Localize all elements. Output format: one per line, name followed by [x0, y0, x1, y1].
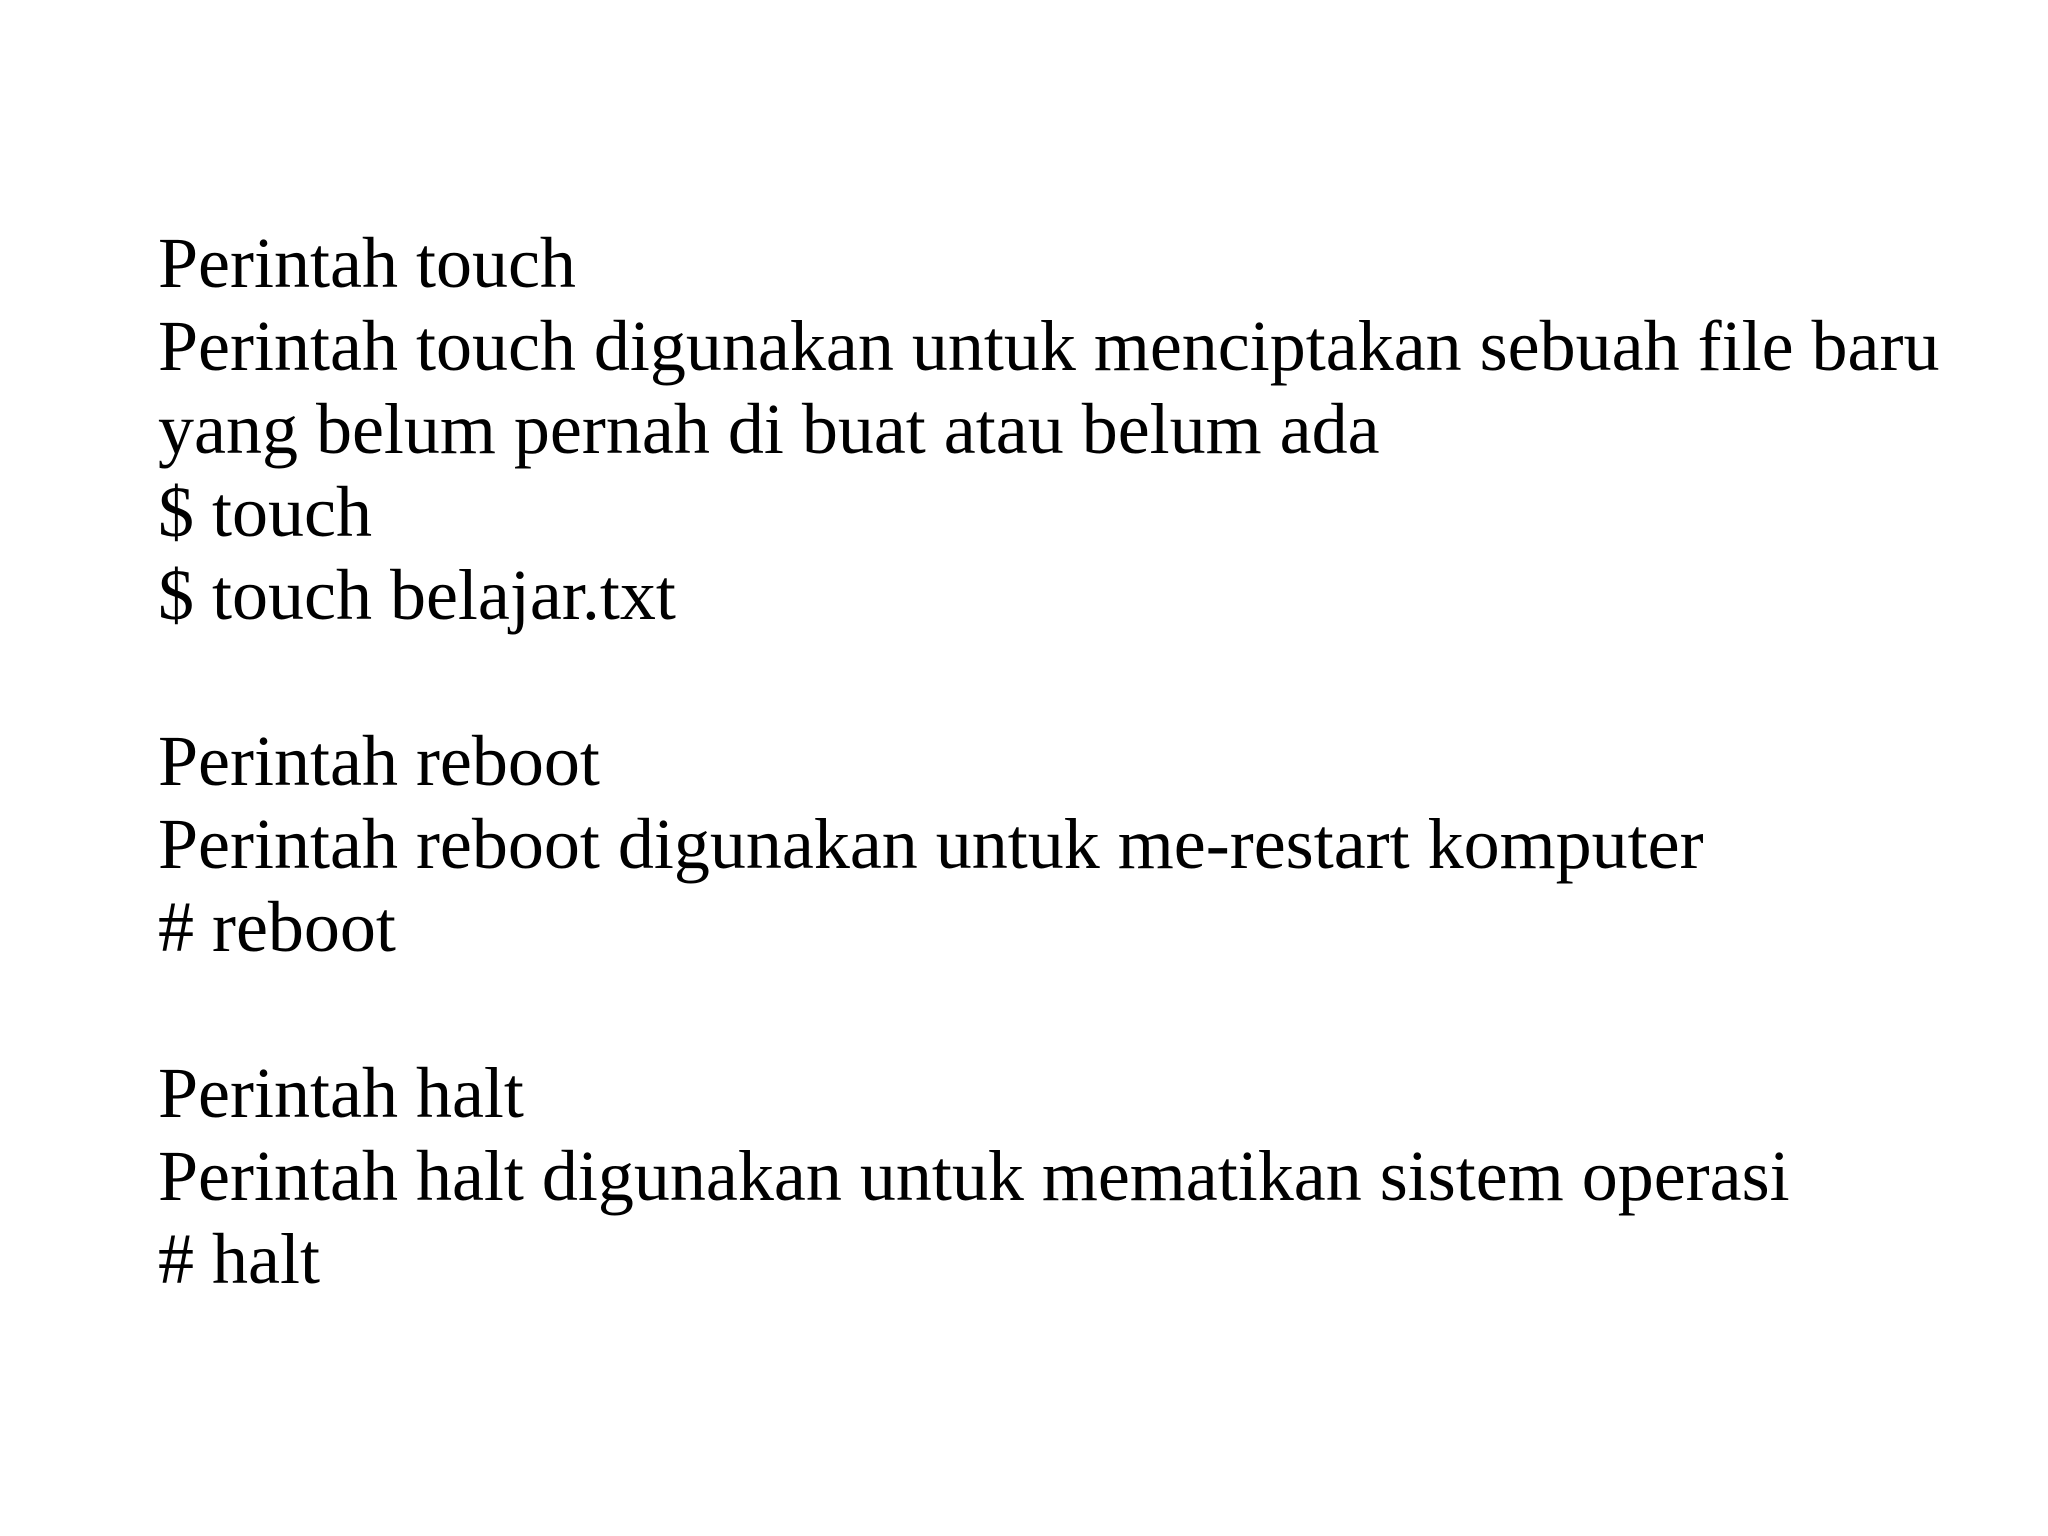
section-reboot	[158, 720, 2008, 969]
command-example: # reboot	[158, 887, 396, 967]
section-description-line: Perintah touch digunakan untuk menciptakan sebuah file baru	[158, 306, 1940, 386]
section-description-line: yang belum pernah di buat atau belum ada	[158, 389, 1380, 469]
section-heading: Perintah touch	[158, 223, 576, 303]
section-spacer	[158, 969, 2008, 1052]
command-example: $ touch belajar.txt	[158, 555, 676, 635]
section-heading: Perintah halt	[158, 1053, 524, 1133]
section-spacer	[158, 637, 2008, 720]
command-example: # halt	[158, 1219, 320, 1299]
slide-content	[158, 222, 2008, 1301]
section-touch	[158, 222, 2008, 637]
section-halt	[158, 1052, 2008, 1301]
command-example: $ touch	[158, 472, 372, 552]
section-heading: Perintah reboot	[158, 721, 600, 801]
section-description-line: Perintah reboot digunakan untuk me-restart komputer	[158, 804, 1704, 884]
section-description-line: Perintah halt digunakan untuk mematikan sistem operasi	[158, 1136, 1790, 1216]
